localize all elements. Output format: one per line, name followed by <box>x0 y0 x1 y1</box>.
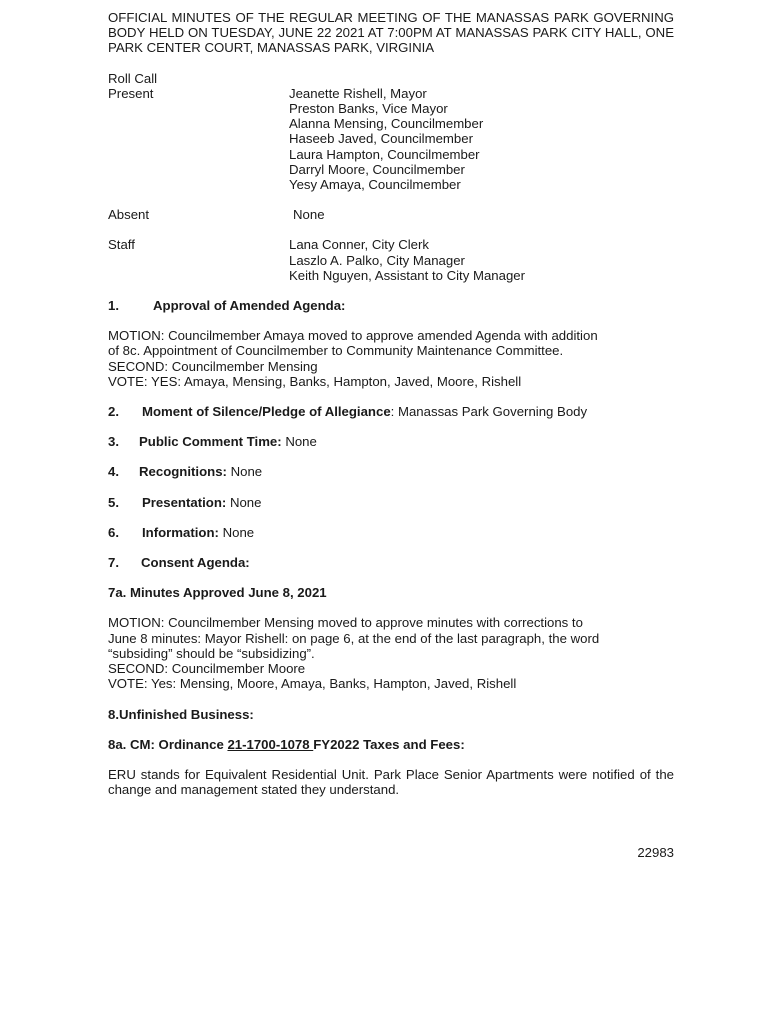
agenda-item-3 <box>108 434 674 449</box>
motion-7a <box>108 615 674 691</box>
item-number: 3. <box>108 434 119 450</box>
present-member: Haseeb Javed, Councilmember <box>289 131 473 147</box>
item-number: 7. <box>108 555 119 571</box>
agenda-item-2 <box>108 404 674 419</box>
item-number: 4. <box>108 464 119 480</box>
staff-member: Laszlo A. Palko, City Manager <box>289 252 465 268</box>
motion-second: SECOND: Councilmember Mensing <box>108 358 318 374</box>
item-8a-heading: 8a. CM: Ordinance 21-1700-1078 FY2022 Taxes and Fees: <box>108 736 465 752</box>
absent-section <box>108 207 674 222</box>
motion-vote: VOTE: Yes: Mensing, Moore, Amaya, Banks, Hampton, Javed, Rishell <box>108 676 517 692</box>
motion-line: of 8c. Appointment of Councilmember to Community Maintenance Committee. <box>108 343 564 359</box>
agenda-item-6 <box>108 525 674 540</box>
staff-member: Lana Conner, City Clerk <box>289 237 430 253</box>
agenda-item-7 <box>108 555 674 570</box>
agenda-item-4 <box>108 464 674 479</box>
agenda-item-1 <box>108 298 674 313</box>
item-number: 2. <box>108 404 119 420</box>
staff-section <box>108 237 674 283</box>
item-title: Recognitions: <box>139 464 227 480</box>
item-title: Moment of Silence/Pledge of Allegiance <box>142 404 391 420</box>
present-member: Preston Banks, Vice Mayor <box>289 101 448 117</box>
present-label: Present <box>108 85 154 101</box>
motion-second: SECOND: Councilmember Moore <box>108 661 306 677</box>
motion-vote: VOTE: YES: Amaya, Mensing, Banks, Hampton, Javed, Moore, Rishell <box>108 373 522 389</box>
item-number: 5. <box>108 494 119 510</box>
item-7a-heading: 7a. Minutes Approved June 8, 2021 <box>108 585 327 601</box>
motion-1 <box>108 328 674 389</box>
item-8-heading: 8.Unfinished Business: <box>108 706 254 722</box>
absent-value: None <box>293 207 325 223</box>
motion-line: “subsiding” should be “subsidizing”. <box>108 645 315 661</box>
present-member: Jeanette Rishell, Mayor <box>289 85 427 101</box>
item-title: Approval of Amended Agenda: <box>153 298 346 314</box>
item-8a-paragraph: ERU stands for Equivalent Residential Unit. Park Place Senior Apartments were notified of the change and management stated they understand. <box>108 766 674 798</box>
present-member: Yesy Amaya, Councilmember <box>289 177 461 193</box>
present-member: Alanna Mensing, Councilmember <box>289 116 484 132</box>
item-detail: None <box>226 464 263 480</box>
page-number: 22983 <box>637 845 674 860</box>
motion-line: MOTION: Councilmember Mensing moved to approve minutes with corrections to <box>108 615 583 631</box>
staff-list <box>289 237 674 283</box>
motion-line: June 8 minutes: Mayor Rishell: on page 6, at the end of the last paragraph, the word <box>108 630 600 646</box>
staff-label: Staff <box>108 237 135 253</box>
present-section <box>108 86 674 192</box>
agenda-item-5 <box>108 495 674 510</box>
absent-label: Absent <box>108 207 150 223</box>
document-title: OFFICIAL MINUTES OF THE REGULAR MEETING OF THE MANASSAS PARK GOVERNING BODY HELD ON TUESDAY, JUNE 22 2021 AT 7:00PM AT MANASSAS PARK CITY HALL, ONE PARK CENTER COURT, MANASSAS PARK, VIRGINIA <box>108 10 674 56</box>
motion-line: MOTION: Councilmember Amaya moved to approve amended Agenda with addition <box>108 328 598 344</box>
item-detail: None <box>281 434 317 450</box>
item-title: Presentation: <box>142 494 227 510</box>
roll-call-heading: Roll Call <box>108 70 158 86</box>
item-title: Information: <box>142 524 219 540</box>
present-member: Laura Hampton, Councilmember <box>289 146 480 162</box>
present-list <box>289 86 674 192</box>
present-member: Darryl Moore, Councilmember <box>289 161 465 177</box>
item-detail: None <box>226 494 262 510</box>
ordinance-number: 21-1700-1078 <box>227 736 314 752</box>
staff-member: Keith Nguyen, Assistant to City Manager <box>289 267 526 283</box>
item-title: Public Comment Time: <box>139 434 282 450</box>
minutes-document <box>108 10 674 797</box>
item-detail: None <box>218 524 255 540</box>
item-detail: : Manassas Park Governing Body <box>390 404 588 420</box>
item-title: Consent Agenda: <box>141 555 250 571</box>
item-number: 1. <box>108 298 119 314</box>
item-number: 6. <box>108 524 119 540</box>
